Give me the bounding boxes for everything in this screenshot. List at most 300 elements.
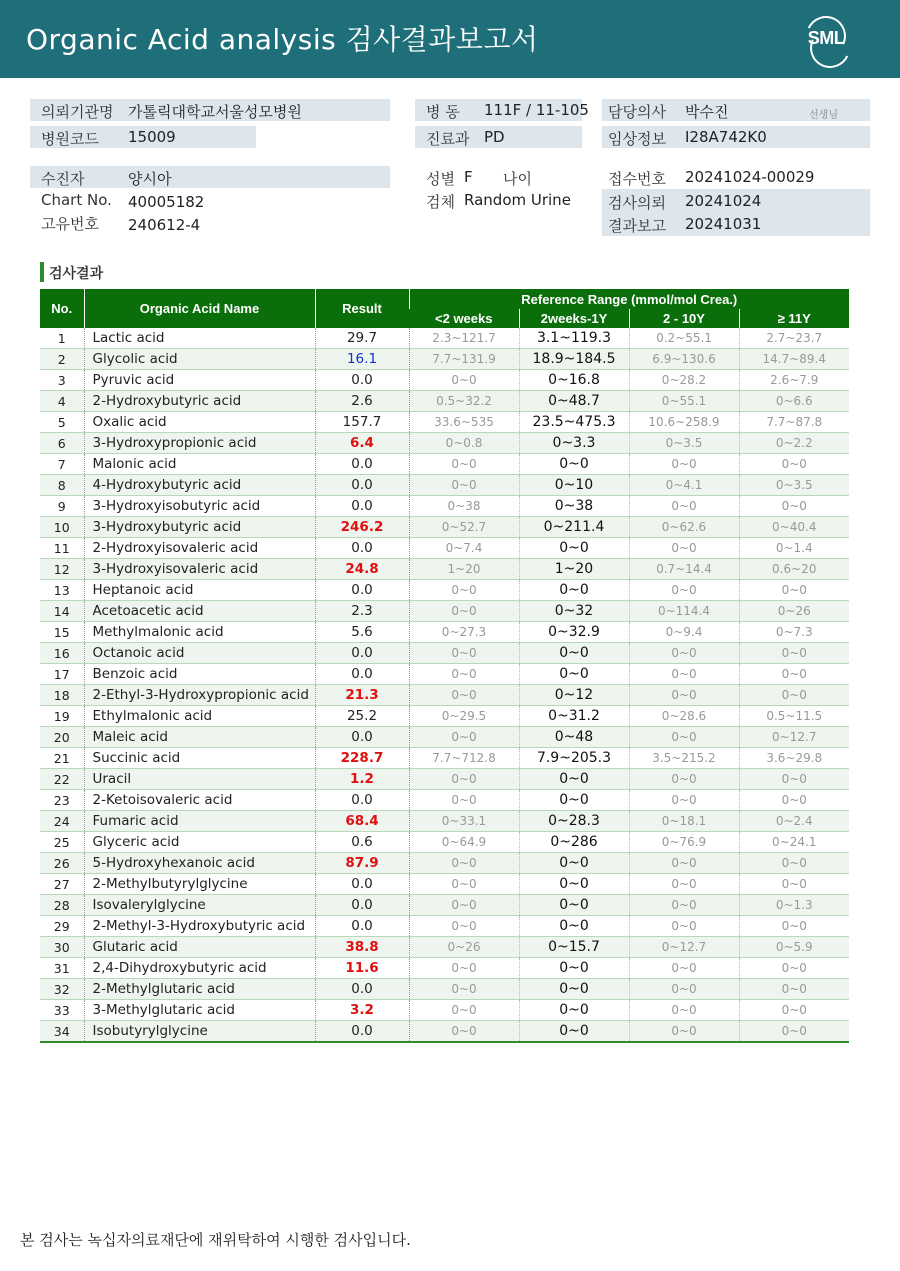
ref-range-1: 0~64.9 bbox=[409, 832, 519, 853]
hospital-code-value: 15009 bbox=[128, 128, 176, 146]
ref-range-4: 0~0 bbox=[739, 790, 849, 811]
header-name: Organic Acid Name bbox=[84, 289, 315, 328]
result-value: 0.0 bbox=[315, 1021, 409, 1043]
ref-range-2: 0~31.2 bbox=[519, 706, 629, 727]
ref-range-2: 0~0 bbox=[519, 664, 629, 685]
table-row bbox=[40, 370, 849, 391]
table-row bbox=[40, 559, 849, 580]
result-value: 21.3 bbox=[315, 685, 409, 706]
ref-range-2: 0~0 bbox=[519, 895, 629, 916]
table-row bbox=[40, 433, 849, 454]
dept-label: 진료과 bbox=[426, 130, 470, 148]
patient-label: 수진자 bbox=[41, 170, 85, 188]
acid-name: 3-Hydroxyisobutyric acid bbox=[84, 496, 315, 517]
ref-range-4: 0~0 bbox=[739, 916, 849, 937]
row-number: 20 bbox=[40, 727, 84, 748]
ref-range-3: 0~0 bbox=[629, 643, 739, 664]
row-number: 9 bbox=[40, 496, 84, 517]
header-ref-col-3: 2 - 10Y bbox=[629, 309, 739, 328]
acid-name: 3-Methylglutaric acid bbox=[84, 1000, 315, 1021]
acid-name: 2-Methyl-3-Hydroxybutyric acid bbox=[84, 916, 315, 937]
acid-name: Glyceric acid bbox=[84, 832, 315, 853]
result-value: 0.0 bbox=[315, 979, 409, 1000]
result-value: 25.2 bbox=[315, 706, 409, 727]
result-value: 0.0 bbox=[315, 727, 409, 748]
results-body bbox=[40, 328, 849, 1042]
ref-range-4: 0~0 bbox=[739, 664, 849, 685]
ref-range-2: 0~0 bbox=[519, 454, 629, 475]
table-row bbox=[40, 475, 849, 496]
ref-range-4: 0~12.7 bbox=[739, 727, 849, 748]
ref-range-2: 0~0 bbox=[519, 853, 629, 874]
dept-value: PD bbox=[484, 128, 505, 146]
ref-range-2: 0~0 bbox=[519, 538, 629, 559]
unique-value: 240612-4 bbox=[128, 216, 201, 234]
row-number: 1 bbox=[40, 328, 84, 349]
ref-range-1: 0~0 bbox=[409, 1021, 519, 1043]
result-value: 2.3 bbox=[315, 601, 409, 622]
ref-range-1: 0~27.3 bbox=[409, 622, 519, 643]
chart-value: 40005182 bbox=[128, 193, 205, 211]
table-row bbox=[40, 1000, 849, 1021]
table-row bbox=[40, 328, 849, 349]
ref-range-3: 0~76.9 bbox=[629, 832, 739, 853]
ref-range-3: 0~0 bbox=[629, 769, 739, 790]
result-value: 0.0 bbox=[315, 916, 409, 937]
ref-range-3: 10.6~258.9 bbox=[629, 412, 739, 433]
ref-range-3: 0.2~55.1 bbox=[629, 328, 739, 349]
row-number: 18 bbox=[40, 685, 84, 706]
result-value: 1.2 bbox=[315, 769, 409, 790]
institution-label: 의뢰기관명 bbox=[41, 103, 114, 121]
ref-range-1: 0~0 bbox=[409, 643, 519, 664]
ref-range-4: 7.7~87.8 bbox=[739, 412, 849, 433]
ref-range-3: 0~3.5 bbox=[629, 433, 739, 454]
result-value: 0.6 bbox=[315, 832, 409, 853]
row-number: 3 bbox=[40, 370, 84, 391]
age-label: 나이 bbox=[503, 170, 532, 188]
ref-range-2: 0~32.9 bbox=[519, 622, 629, 643]
table-row bbox=[40, 958, 849, 979]
acid-name: 2-Methylglutaric acid bbox=[84, 979, 315, 1000]
result-value: 0.0 bbox=[315, 664, 409, 685]
acid-name: 2-Methylbutyrylglycine bbox=[84, 874, 315, 895]
request-label: 검사의뢰 bbox=[608, 194, 666, 212]
ref-range-1: 0~0 bbox=[409, 958, 519, 979]
ref-range-2: 0~0 bbox=[519, 580, 629, 601]
ref-range-2: 0~10 bbox=[519, 475, 629, 496]
row-number: 17 bbox=[40, 664, 84, 685]
report-title: Organic Acid analysis 검사결과보고서 bbox=[26, 23, 539, 56]
ref-range-1: 0~0 bbox=[409, 979, 519, 1000]
result-value: 29.7 bbox=[315, 328, 409, 349]
table-row bbox=[40, 895, 849, 916]
ref-range-3: 0~114.4 bbox=[629, 601, 739, 622]
result-value: 6.4 bbox=[315, 433, 409, 454]
acid-name: 2-Ethyl-3-Hydroxypropionic acid bbox=[84, 685, 315, 706]
acid-name: 4-Hydroxybutyric acid bbox=[84, 475, 315, 496]
row-number: 12 bbox=[40, 559, 84, 580]
table-row bbox=[40, 601, 849, 622]
row-number: 4 bbox=[40, 391, 84, 412]
ref-range-1: 0~0 bbox=[409, 664, 519, 685]
table-row bbox=[40, 412, 849, 433]
row-number: 16 bbox=[40, 643, 84, 664]
ref-range-2: 0~15.7 bbox=[519, 937, 629, 958]
row-number: 22 bbox=[40, 769, 84, 790]
ref-range-4: 0~0 bbox=[739, 874, 849, 895]
doctor-value: 박수진 bbox=[685, 103, 729, 121]
row-number: 7 bbox=[40, 454, 84, 475]
acid-name: Glycolic acid bbox=[84, 349, 315, 370]
ref-range-3: 0~0 bbox=[629, 454, 739, 475]
acid-name: Fumaric acid bbox=[84, 811, 315, 832]
ref-range-1: 0~7.4 bbox=[409, 538, 519, 559]
ref-range-1: 0~0 bbox=[409, 601, 519, 622]
row-number: 24 bbox=[40, 811, 84, 832]
ref-range-3: 6.9~130.6 bbox=[629, 349, 739, 370]
table-row bbox=[40, 979, 849, 1000]
clinical-label: 임상정보 bbox=[608, 130, 666, 148]
header-ref-col-1: <2 weeks bbox=[409, 309, 519, 328]
ref-range-2: 23.5~475.3 bbox=[519, 412, 629, 433]
acid-name: 2-Hydroxybutyric acid bbox=[84, 391, 315, 412]
ref-range-3: 0~0 bbox=[629, 1000, 739, 1021]
acid-name: 2,4-Dihydroxybutyric acid bbox=[84, 958, 315, 979]
ref-range-3: 0~12.7 bbox=[629, 937, 739, 958]
row-number: 28 bbox=[40, 895, 84, 916]
ward-value: 111F / 11-105 bbox=[484, 101, 589, 119]
ref-range-2: 0~38 bbox=[519, 496, 629, 517]
ref-range-1: 0~0.8 bbox=[409, 433, 519, 454]
ref-range-4: 0.5~11.5 bbox=[739, 706, 849, 727]
ref-range-3: 0~0 bbox=[629, 895, 739, 916]
ref-range-3: 0~55.1 bbox=[629, 391, 739, 412]
unique-label: 고유번호 bbox=[41, 215, 99, 233]
report-label: 결과보고 bbox=[608, 217, 666, 235]
acid-name: Lactic acid bbox=[84, 328, 315, 349]
result-value: 246.2 bbox=[315, 517, 409, 538]
logo-text: SML bbox=[807, 28, 845, 48]
ref-range-1: 0~0 bbox=[409, 727, 519, 748]
ref-range-4: 2.6~7.9 bbox=[739, 370, 849, 391]
acid-name: Maleic acid bbox=[84, 727, 315, 748]
ref-range-1: 1~20 bbox=[409, 559, 519, 580]
receipt-label: 접수번호 bbox=[608, 170, 666, 188]
result-value: 0.0 bbox=[315, 496, 409, 517]
ref-range-3: 0~0 bbox=[629, 874, 739, 895]
acid-name: Pyruvic acid bbox=[84, 370, 315, 391]
ref-range-1: 0~0 bbox=[409, 874, 519, 895]
sml-logo bbox=[800, 14, 852, 64]
row-number: 23 bbox=[40, 790, 84, 811]
row-number: 27 bbox=[40, 874, 84, 895]
ref-range-1: 0~33.1 bbox=[409, 811, 519, 832]
ref-range-2: 0~16.8 bbox=[519, 370, 629, 391]
ref-range-1: 0~38 bbox=[409, 496, 519, 517]
acid-name: Malonic acid bbox=[84, 454, 315, 475]
table-row bbox=[40, 874, 849, 895]
row-number: 25 bbox=[40, 832, 84, 853]
ref-range-4: 0.6~20 bbox=[739, 559, 849, 580]
row-number: 15 bbox=[40, 622, 84, 643]
clinical-value: I28A742K0 bbox=[685, 128, 767, 146]
acid-name: Heptanoic acid bbox=[84, 580, 315, 601]
ref-range-4: 2.7~23.7 bbox=[739, 328, 849, 349]
ref-range-4: 0~0 bbox=[739, 1000, 849, 1021]
ref-range-1: 7.7~131.9 bbox=[409, 349, 519, 370]
specimen-label: 검체 bbox=[426, 193, 455, 211]
acid-name: Isobutyrylglycine bbox=[84, 1021, 315, 1043]
header-result: Result bbox=[315, 289, 409, 328]
ref-range-3: 0~0 bbox=[629, 979, 739, 1000]
ref-range-4: 0~7.3 bbox=[739, 622, 849, 643]
ref-range-3: 0~0 bbox=[629, 727, 739, 748]
ref-range-4: 0~26 bbox=[739, 601, 849, 622]
ref-range-2: 0~0 bbox=[519, 874, 629, 895]
ref-range-2: 3.1~119.3 bbox=[519, 328, 629, 349]
ref-range-2: 0~48 bbox=[519, 727, 629, 748]
ref-range-3: 0~0 bbox=[629, 580, 739, 601]
acid-name: Ethylmalonic acid bbox=[84, 706, 315, 727]
ref-range-4: 0~0 bbox=[739, 643, 849, 664]
ref-range-1: 0~0 bbox=[409, 916, 519, 937]
request-value: 20241024 bbox=[685, 192, 762, 210]
ref-range-2: 0~0 bbox=[519, 979, 629, 1000]
ward-label: 병 동 bbox=[426, 103, 460, 121]
table-row bbox=[40, 643, 849, 664]
acid-name: 3-Hydroxyisovaleric acid bbox=[84, 559, 315, 580]
patient-value: 양시아 bbox=[128, 170, 172, 188]
table-row bbox=[40, 454, 849, 475]
result-value: 87.9 bbox=[315, 853, 409, 874]
ref-range-2: 0~0 bbox=[519, 916, 629, 937]
acid-name: Methylmalonic acid bbox=[84, 622, 315, 643]
ref-range-1: 33.6~535 bbox=[409, 412, 519, 433]
table-row bbox=[40, 769, 849, 790]
specimen-value: Random Urine bbox=[464, 191, 571, 209]
ref-range-1: 0.5~32.2 bbox=[409, 391, 519, 412]
ref-range-4: 3.6~29.8 bbox=[739, 748, 849, 769]
ref-range-2: 0~0 bbox=[519, 1000, 629, 1021]
row-number: 21 bbox=[40, 748, 84, 769]
hospital-code-label: 병원코드 bbox=[41, 130, 99, 148]
ref-range-1: 0~0 bbox=[409, 685, 519, 706]
results-table bbox=[40, 289, 849, 1043]
ref-range-2: 0~286 bbox=[519, 832, 629, 853]
ref-range-2: 0~3.3 bbox=[519, 433, 629, 454]
result-value: 0.0 bbox=[315, 538, 409, 559]
section-title: 검사결과 bbox=[49, 266, 104, 282]
ref-range-2: 18.9~184.5 bbox=[519, 349, 629, 370]
ref-range-1: 0~0 bbox=[409, 1000, 519, 1021]
table-row bbox=[40, 685, 849, 706]
row-number: 8 bbox=[40, 475, 84, 496]
table-row bbox=[40, 811, 849, 832]
result-value: 0.0 bbox=[315, 874, 409, 895]
result-value: 2.6 bbox=[315, 391, 409, 412]
result-value: 0.0 bbox=[315, 580, 409, 601]
ref-range-3: 0~62.6 bbox=[629, 517, 739, 538]
result-value: 38.8 bbox=[315, 937, 409, 958]
row-number: 29 bbox=[40, 916, 84, 937]
ref-range-1: 0~26 bbox=[409, 937, 519, 958]
ref-range-1: 0~52.7 bbox=[409, 517, 519, 538]
table-row bbox=[40, 496, 849, 517]
acid-name: 5-Hydroxyhexanoic acid bbox=[84, 853, 315, 874]
ref-range-1: 0~0 bbox=[409, 853, 519, 874]
ref-range-4: 0~0 bbox=[739, 979, 849, 1000]
row-number: 34 bbox=[40, 1021, 84, 1043]
header-no: No. bbox=[40, 289, 84, 328]
ref-range-1: 0~0 bbox=[409, 895, 519, 916]
ref-range-1: 0~29.5 bbox=[409, 706, 519, 727]
ref-range-4: 0~0 bbox=[739, 1021, 849, 1043]
table-row bbox=[40, 622, 849, 643]
doctor-suffix: 선생님 bbox=[809, 110, 838, 121]
ref-range-4: 14.7~89.4 bbox=[739, 349, 849, 370]
ref-range-3: 0~28.2 bbox=[629, 370, 739, 391]
ref-range-3: 0~0 bbox=[629, 685, 739, 706]
ref-range-2: 0~0 bbox=[519, 769, 629, 790]
chart-label: Chart No. bbox=[41, 191, 112, 209]
row-number: 14 bbox=[40, 601, 84, 622]
acid-name: 3-Hydroxypropionic acid bbox=[84, 433, 315, 454]
result-value: 0.0 bbox=[315, 475, 409, 496]
ref-range-2: 0~0 bbox=[519, 958, 629, 979]
table-row bbox=[40, 1021, 849, 1043]
table-row bbox=[40, 916, 849, 937]
section-marker bbox=[40, 262, 44, 282]
table-row bbox=[40, 937, 849, 958]
sex-value: F bbox=[464, 168, 473, 186]
acid-name: Uracil bbox=[84, 769, 315, 790]
ref-range-3: 0~0 bbox=[629, 496, 739, 517]
table-row bbox=[40, 664, 849, 685]
sex-label: 성별 bbox=[426, 170, 455, 188]
row-number: 2 bbox=[40, 349, 84, 370]
acid-name: 2-Hydroxyisovaleric acid bbox=[84, 538, 315, 559]
result-value: 157.7 bbox=[315, 412, 409, 433]
result-value: 16.1 bbox=[315, 349, 409, 370]
result-value: 0.0 bbox=[315, 790, 409, 811]
header-ref-range: Reference Range (mmol/mol Crea.) bbox=[409, 289, 849, 309]
report-value: 20241031 bbox=[685, 215, 762, 233]
ref-range-4: 0~5.9 bbox=[739, 937, 849, 958]
acid-name: 2-Ketoisovaleric acid bbox=[84, 790, 315, 811]
ref-range-3: 0~9.4 bbox=[629, 622, 739, 643]
table-row bbox=[40, 517, 849, 538]
ref-range-1: 0~0 bbox=[409, 790, 519, 811]
ref-range-1: 0~0 bbox=[409, 769, 519, 790]
result-value: 24.8 bbox=[315, 559, 409, 580]
table-row bbox=[40, 748, 849, 769]
acid-name: Oxalic acid bbox=[84, 412, 315, 433]
table-row bbox=[40, 391, 849, 412]
ref-range-1: 0~0 bbox=[409, 580, 519, 601]
acid-name: Acetoacetic acid bbox=[84, 601, 315, 622]
ref-range-4: 0~0 bbox=[739, 454, 849, 475]
ref-range-4: 0~2.2 bbox=[739, 433, 849, 454]
row-number: 30 bbox=[40, 937, 84, 958]
row-number: 26 bbox=[40, 853, 84, 874]
ref-range-4: 0~1.4 bbox=[739, 538, 849, 559]
ref-range-4: 0~2.4 bbox=[739, 811, 849, 832]
result-value: 0.0 bbox=[315, 643, 409, 664]
report-header bbox=[0, 0, 900, 78]
acid-name: Succinic acid bbox=[84, 748, 315, 769]
row-number: 13 bbox=[40, 580, 84, 601]
acid-name: Octanoic acid bbox=[84, 643, 315, 664]
ref-range-4: 0~0 bbox=[739, 853, 849, 874]
ref-range-2: 0~12 bbox=[519, 685, 629, 706]
ref-range-3: 0~4.1 bbox=[629, 475, 739, 496]
table-row bbox=[40, 832, 849, 853]
result-value: 0.0 bbox=[315, 454, 409, 475]
ref-range-4: 0~0 bbox=[739, 769, 849, 790]
ref-range-4: 0~0 bbox=[739, 958, 849, 979]
ref-range-2: 0~0 bbox=[519, 790, 629, 811]
ref-range-3: 0~0 bbox=[629, 1021, 739, 1043]
row-number: 19 bbox=[40, 706, 84, 727]
table-row bbox=[40, 853, 849, 874]
acid-name: Glutaric acid bbox=[84, 937, 315, 958]
ref-range-3: 3.5~215.2 bbox=[629, 748, 739, 769]
ref-range-3: 0~0 bbox=[629, 538, 739, 559]
ref-range-4: 0~1.3 bbox=[739, 895, 849, 916]
ref-range-3: 0~0 bbox=[629, 916, 739, 937]
header-ref-col-4: ≥ 11Y bbox=[739, 309, 849, 328]
ref-range-1: 0~0 bbox=[409, 475, 519, 496]
ref-range-3: 0~0 bbox=[629, 853, 739, 874]
acid-name: 3-Hydroxybutyric acid bbox=[84, 517, 315, 538]
doctor-label: 담당의사 bbox=[608, 103, 666, 121]
ref-range-3: 0~28.6 bbox=[629, 706, 739, 727]
ref-range-4: 0~0 bbox=[739, 685, 849, 706]
receipt-value: 20241024-00029 bbox=[685, 168, 815, 186]
ref-range-4: 0~0 bbox=[739, 580, 849, 601]
acid-name: Benzoic acid bbox=[84, 664, 315, 685]
result-value: 0.0 bbox=[315, 895, 409, 916]
ref-range-4: 0~0 bbox=[739, 496, 849, 517]
ref-range-2: 0~48.7 bbox=[519, 391, 629, 412]
table-row bbox=[40, 790, 849, 811]
result-value: 3.2 bbox=[315, 1000, 409, 1021]
table-row bbox=[40, 580, 849, 601]
ref-range-2: 1~20 bbox=[519, 559, 629, 580]
ref-range-3: 0~18.1 bbox=[629, 811, 739, 832]
row-number: 31 bbox=[40, 958, 84, 979]
table-row bbox=[40, 349, 849, 370]
ref-range-2: 0~28.3 bbox=[519, 811, 629, 832]
ref-range-3: 0~0 bbox=[629, 664, 739, 685]
table-row bbox=[40, 538, 849, 559]
table-row bbox=[40, 727, 849, 748]
ref-range-2: 0~0 bbox=[519, 643, 629, 664]
ref-range-1: 7.7~712.8 bbox=[409, 748, 519, 769]
ref-range-2: 7.9~205.3 bbox=[519, 748, 629, 769]
result-value: 11.6 bbox=[315, 958, 409, 979]
ref-range-4: 0~3.5 bbox=[739, 475, 849, 496]
ref-range-4: 0~40.4 bbox=[739, 517, 849, 538]
row-number: 11 bbox=[40, 538, 84, 559]
row-number: 6 bbox=[40, 433, 84, 454]
ref-range-2: 0~0 bbox=[519, 1021, 629, 1043]
result-value: 68.4 bbox=[315, 811, 409, 832]
ref-range-3: 0.7~14.4 bbox=[629, 559, 739, 580]
result-value: 228.7 bbox=[315, 748, 409, 769]
row-number: 32 bbox=[40, 979, 84, 1000]
